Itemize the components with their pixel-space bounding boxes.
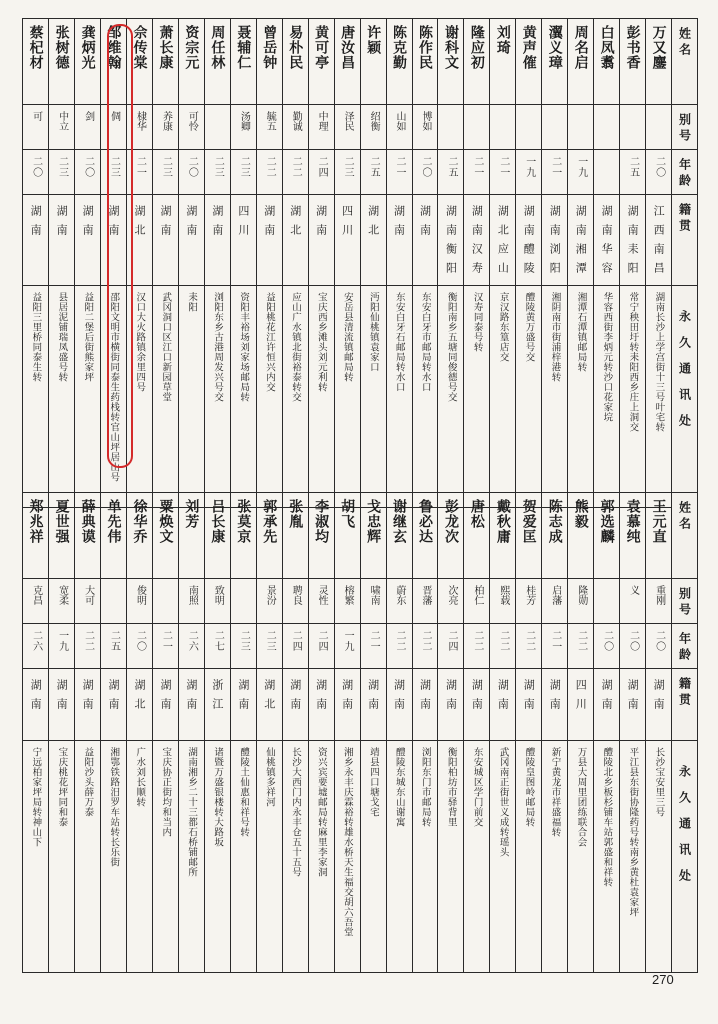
cell-origin: 湖南: [360, 669, 386, 741]
cell-address: 常宁秧田圩转耒阳西乡庄上洞交: [620, 286, 646, 508]
cell-name: 唐汝昌: [334, 19, 360, 105]
cell-age: 一九: [49, 624, 75, 669]
cell-name: 佘传棠: [127, 19, 153, 105]
cell-address: 浏阳东门市邮局转: [412, 741, 438, 973]
cell-alias: 可怜: [178, 105, 204, 150]
cell-origin: 湖南: [75, 669, 101, 741]
cell-origin: 湖南: [516, 669, 542, 741]
cell-name: 蔡杞材: [23, 19, 49, 105]
cell-origin: 湖南: [23, 195, 49, 286]
cell-address: 仙桃镇多祥河: [256, 741, 282, 973]
cell-name: 夏世强: [49, 493, 75, 579]
cell-origin: 湖南: [646, 669, 672, 741]
cell-alias: [464, 105, 490, 150]
cell-address: 长沙宝安里三号: [646, 741, 672, 973]
cell-alias: [594, 579, 620, 624]
cell-name: 隆应初: [464, 19, 490, 105]
cell-alias: [594, 105, 620, 150]
cell-origin: 湖北: [127, 669, 153, 741]
cell-alias: [204, 105, 230, 150]
row-origin: [23, 195, 698, 286]
cell-address: 京汉路东篁店交: [490, 286, 516, 508]
cell-age: 二〇: [412, 150, 438, 195]
cell-origin: 湖南: [178, 195, 204, 286]
row-age: [23, 624, 698, 669]
cell-age: 二六: [178, 624, 204, 669]
cell-origin: 湖南: [594, 669, 620, 741]
cell-origin: 湖南汉寿: [464, 195, 490, 286]
cell-age: 二二: [386, 624, 412, 669]
cell-origin: 湖南: [152, 669, 178, 741]
cell-age: 二二: [256, 150, 282, 195]
cell-age: 二二: [412, 624, 438, 669]
cell-origin: 四川: [230, 195, 256, 286]
cell-name: 袁慕纯: [620, 493, 646, 579]
cell-address: 长沙大西门内永丰仓五十五号: [282, 741, 308, 973]
cell-alias: 汤卿: [230, 105, 256, 150]
cell-name: 郭选麟: [594, 493, 620, 579]
cell-age: 一九: [516, 150, 542, 195]
cell-address: 东安白牙石邮局转水口: [386, 286, 412, 508]
cell-name: 瀷义璋: [542, 19, 568, 105]
cell-age: 二三: [152, 150, 178, 195]
cell-address: 衡阳柏坊市驿背里: [438, 741, 464, 973]
cell-address: 湖南长沙上学宫街十三号叶宅转: [646, 286, 672, 508]
cell-address: 湘乡永丰庆霖裕转雄水桥天生福交胡六吾堂: [334, 741, 360, 973]
cell-origin: 湖南: [308, 195, 334, 286]
cell-origin: 湖南醴陵: [516, 195, 542, 286]
cell-origin: 湖南: [75, 195, 101, 286]
cell-address: 浏阳东乡古港周发兴号交: [204, 286, 230, 508]
row-alias: [23, 105, 698, 150]
cell-name: 曾岳钟: [256, 19, 282, 105]
cell-address: 醴陵皇图岭邮局转: [516, 741, 542, 973]
cell-origin: 湖南: [386, 669, 412, 741]
cell-age: 二三: [49, 150, 75, 195]
cell-origin: 湖北: [256, 669, 282, 741]
cell-alias: 榕繁: [334, 579, 360, 624]
page-number: 270: [652, 972, 674, 987]
header-name: 姓名: [672, 493, 698, 579]
cell-alias: 勤诚: [282, 105, 308, 150]
cell-origin: 湖南: [230, 669, 256, 741]
cell-alias: 大可: [75, 579, 101, 624]
row-alias: [23, 579, 698, 624]
cell-origin: 湖南华容: [594, 195, 620, 286]
cell-name: 白凤翥: [594, 19, 620, 105]
cell-name: 邹维翰: [101, 19, 127, 105]
cell-age: 一九: [568, 150, 594, 195]
cell-address: 武冈洞口区江口新园草堂: [152, 286, 178, 508]
cell-name: 许颖: [360, 19, 386, 105]
cell-name: 刘芳: [178, 493, 204, 579]
cell-origin: 江西南昌: [646, 195, 672, 286]
cell-age: 二五: [438, 150, 464, 195]
header-address: 永久通讯处: [672, 286, 698, 508]
cell-name: 粟焕文: [152, 493, 178, 579]
cell-name: 张莫京: [230, 493, 256, 579]
cell-address: 醴陵土仙惠和祥号转: [230, 741, 256, 973]
cell-origin: 湖北: [127, 195, 153, 286]
row-address: [23, 741, 698, 973]
cell-name: 周名启: [568, 19, 594, 105]
cell-origin: 湖南: [23, 669, 49, 741]
cell-alias: 桂芳: [516, 579, 542, 624]
cell-address: 邵阳文明市横街同泰生药栈转官山坪居山号: [101, 286, 127, 508]
cell-alias: [542, 105, 568, 150]
cell-age: 二四: [308, 624, 334, 669]
roster-table-top: [22, 18, 698, 508]
cell-address: 广水刘长顺转: [127, 741, 153, 973]
cell-alias: 倜: [101, 105, 127, 150]
cell-age: 二一: [386, 150, 412, 195]
cell-age: 二二: [282, 150, 308, 195]
cell-name: 戈忠辉: [360, 493, 386, 579]
cell-age: 二二: [516, 624, 542, 669]
cell-name: 郭承先: [256, 493, 282, 579]
cell-age: 二二: [490, 624, 516, 669]
cell-alias: 启藩: [542, 579, 568, 624]
cell-alias: 南照: [178, 579, 204, 624]
cell-name: 单先伟: [101, 493, 127, 579]
cell-alias: 山如: [386, 105, 412, 150]
cell-origin: 湖南耒阳: [620, 195, 646, 286]
cell-origin: 湖北: [360, 195, 386, 286]
cell-name: 聂辅仁: [230, 19, 256, 105]
cell-name: 鲁必达: [412, 493, 438, 579]
cell-name: 唐松: [464, 493, 490, 579]
row-address: [23, 286, 698, 508]
cell-age: 二五: [360, 150, 386, 195]
header-address: 永久通讯处: [672, 741, 698, 973]
cell-origin: 湖南: [412, 669, 438, 741]
cell-address: 资阳丰裕场刘家场邮局转: [230, 286, 256, 508]
cell-address: 诸暨万盛银楼转大路坂: [204, 741, 230, 973]
cell-age: 二三: [101, 150, 127, 195]
cell-alias: 俊明: [127, 579, 153, 624]
cell-alias: 熙载: [490, 579, 516, 624]
header-origin: 籍贯: [672, 195, 698, 286]
cell-name: 戴秋庸: [490, 493, 516, 579]
cell-origin: 湖南: [438, 669, 464, 741]
cell-origin: 湖北应山: [490, 195, 516, 286]
cell-age: 二三: [230, 150, 256, 195]
cell-age: 二〇: [75, 150, 101, 195]
cell-age: 二五: [101, 624, 127, 669]
cell-name: 吕长康: [204, 493, 230, 579]
cell-age: 二四: [308, 150, 334, 195]
cell-name: 薛典谟: [75, 493, 101, 579]
cell-age: 二一: [542, 150, 568, 195]
cell-address: 湘阴南市街浦梓港转: [542, 286, 568, 508]
cell-age: 二一: [127, 150, 153, 195]
cell-age: 二〇: [178, 150, 204, 195]
cell-origin: 湖南: [49, 195, 75, 286]
cell-origin: 湖南: [282, 669, 308, 741]
header-alias: 别号: [672, 579, 698, 624]
cell-age: 二一: [490, 150, 516, 195]
cell-origin: 湖南: [49, 669, 75, 741]
cell-name: 谢科文: [438, 19, 464, 105]
cell-address: 平江县东街协隆药号转南乡黄杜袁家坪: [620, 741, 646, 973]
cell-age: 二五: [620, 150, 646, 195]
cell-name: 郑兆祥: [23, 493, 49, 579]
cell-alias: [490, 105, 516, 150]
cell-origin: 湖南: [101, 195, 127, 286]
cell-alias: 蔚东: [386, 579, 412, 624]
cell-address: 益阳二堡后街熊家坪: [75, 286, 101, 508]
cell-age: 二一: [542, 624, 568, 669]
row-name: [23, 493, 698, 579]
cell-alias: [568, 105, 594, 150]
cell-alias: 可: [23, 105, 49, 150]
cell-alias: [152, 579, 178, 624]
cell-alias: 重刚: [646, 579, 672, 624]
cell-alias: 柏仁: [464, 579, 490, 624]
cell-origin: 湖南: [152, 195, 178, 286]
cell-address: 耒阳: [178, 286, 204, 508]
row-name: [23, 19, 698, 105]
cell-age: 二四: [438, 624, 464, 669]
cell-alias: 啸南: [360, 579, 386, 624]
cell-age: 二二: [464, 624, 490, 669]
cell-name: 熊毅: [568, 493, 594, 579]
cell-alias: 剑: [75, 105, 101, 150]
cell-origin: 湖南: [256, 195, 282, 286]
cell-address: 资兴宾要墟邮局转麻里李家洞: [308, 741, 334, 973]
cell-alias: 隆勋: [568, 579, 594, 624]
cell-age: 一九: [334, 624, 360, 669]
cell-address: 宁远柏家坪局转神山下: [23, 741, 49, 973]
cell-alias: 灵性: [308, 579, 334, 624]
cell-address: 汉寿同泰号转: [464, 286, 490, 508]
cell-name: 王元直: [646, 493, 672, 579]
cell-address: 安岳县清流镇邮局转: [334, 286, 360, 508]
cell-origin: 湖南: [490, 669, 516, 741]
cell-age: 二〇: [646, 150, 672, 195]
cell-address: 醴陵黄万盛号交: [516, 286, 542, 508]
cell-age: 二一: [360, 624, 386, 669]
cell-alias: [646, 105, 672, 150]
cell-address: 汉口大火路镇余里四号: [127, 286, 153, 508]
cell-address: 益阳沙头薛万泰: [75, 741, 101, 973]
cell-age: 二〇: [620, 624, 646, 669]
cell-address: 醴陵北乡板杉铺车站郭盛和祥转: [594, 741, 620, 973]
cell-address: 沔阳仙桃镇袁家口: [360, 286, 386, 508]
cell-name: 彭书香: [620, 19, 646, 105]
cell-name: 万又鏖: [646, 19, 672, 105]
cell-alias: [101, 579, 127, 624]
cell-address: 湘鄂铁路汨罗车站转长乐街: [101, 741, 127, 973]
cell-origin: 湖南: [178, 669, 204, 741]
cell-origin: 湖南: [620, 669, 646, 741]
cell-alias: [230, 579, 256, 624]
cell-origin: 湖南: [412, 195, 438, 286]
cell-origin: 浙江: [204, 669, 230, 741]
cell-address: 应山广水镇北街裕泰转交: [282, 286, 308, 508]
cell-origin: 湖南: [334, 669, 360, 741]
cell-alias: 棣华: [127, 105, 153, 150]
cell-address: 新宁黄龙市祥盛福转: [542, 741, 568, 973]
cell-age: 二七: [204, 624, 230, 669]
cell-name: 资宗元: [178, 19, 204, 105]
cell-age: [594, 150, 620, 195]
cell-name: 易朴民: [282, 19, 308, 105]
cell-name: 张树德: [49, 19, 75, 105]
header-age: 年龄: [672, 150, 698, 195]
cell-age: 二二: [568, 624, 594, 669]
cell-address: 益阳三里桥同泰生转: [23, 286, 49, 508]
cell-name: 黄声傕: [516, 19, 542, 105]
cell-alias: 致明: [204, 579, 230, 624]
cell-name: 李淑均: [308, 493, 334, 579]
header-name: 姓名: [672, 19, 698, 105]
cell-name: 谢继玄: [386, 493, 412, 579]
cell-name: 陈克勤: [386, 19, 412, 105]
cell-age: 二三: [256, 624, 282, 669]
cell-alias: 晋藩: [412, 579, 438, 624]
cell-name: 萧长康: [152, 19, 178, 105]
cell-address: 宝庆桃花坪同和泰: [49, 741, 75, 973]
cell-address: 醴陵东城东山谢寓: [386, 741, 412, 973]
cell-alias: 毓五: [256, 105, 282, 150]
cell-alias: 绍衡: [360, 105, 386, 150]
cell-age: 二三: [204, 150, 230, 195]
cell-origin: 湖南衡阳: [438, 195, 464, 286]
cell-alias: 养康: [152, 105, 178, 150]
cell-alias: 宽柔: [49, 579, 75, 624]
roster-table-bottom: [22, 492, 698, 973]
cell-origin: 四川: [334, 195, 360, 286]
cell-address: 湘潭石潭镇邮局转: [568, 286, 594, 508]
cell-age: 二〇: [127, 624, 153, 669]
cell-address: 宝庆西乡滩头刘元利转: [308, 286, 334, 508]
cell-origin: 湖南: [204, 195, 230, 286]
header-origin: 籍贯: [672, 669, 698, 741]
cell-address: 靖县四口塘戈宅: [360, 741, 386, 973]
cell-alias: [620, 105, 646, 150]
cell-origin: 湖南湘潭: [568, 195, 594, 286]
cell-name: 胡飞: [334, 493, 360, 579]
cell-name: 陈作民: [412, 19, 438, 105]
cell-name: 张胤: [282, 493, 308, 579]
cell-name: 彭龙次: [438, 493, 464, 579]
cell-name: 徐华乔: [127, 493, 153, 579]
row-age: [23, 150, 698, 195]
cell-alias: 克昌: [23, 579, 49, 624]
cell-origin: 湖南: [386, 195, 412, 286]
cell-address: 华容西街李炳元转沙口花家垸: [594, 286, 620, 508]
cell-address: 东安白牙市邮局转水口: [412, 286, 438, 508]
cell-origin: 湖南: [101, 669, 127, 741]
cell-address: 东安城区学门前交: [464, 741, 490, 973]
cell-age: 二〇: [646, 624, 672, 669]
cell-alias: 聘良: [282, 579, 308, 624]
cell-origin: 湖南: [542, 669, 568, 741]
header-alias: 别号: [672, 105, 698, 150]
cell-alias: 义: [620, 579, 646, 624]
cell-alias: 中理: [308, 105, 334, 150]
cell-name: 刘琦: [490, 19, 516, 105]
cell-address: 武冈南正街世义成转瑶头: [490, 741, 516, 973]
row-origin: [23, 669, 698, 741]
cell-origin: 四川: [568, 669, 594, 741]
cell-name: 贺爱匡: [516, 493, 542, 579]
cell-age: 二一: [464, 150, 490, 195]
cell-origin: 湖南: [464, 669, 490, 741]
cell-alias: 泽民: [334, 105, 360, 150]
cell-address: 万县大周里团练联合会: [568, 741, 594, 973]
cell-alias: 景汾: [256, 579, 282, 624]
cell-alias: 次亮: [438, 579, 464, 624]
cell-age: 二〇: [23, 150, 49, 195]
cell-age: 二六: [23, 624, 49, 669]
cell-name: 周任林: [204, 19, 230, 105]
cell-address: 湖南湘乡二十三都石桥铺邮所: [178, 741, 204, 973]
cell-name: 陈志成: [542, 493, 568, 579]
cell-age: 二三: [334, 150, 360, 195]
cell-alias: 博如: [412, 105, 438, 150]
cell-age: 二二: [75, 624, 101, 669]
cell-age: 二四: [282, 624, 308, 669]
cell-address: 县居泥铺瑞凤盛号转: [49, 286, 75, 508]
cell-address: 衡阳南乡五塘同俊德号交: [438, 286, 464, 508]
cell-origin: 湖南浏阳: [542, 195, 568, 286]
cell-address: 宝庆协正街均和当内: [152, 741, 178, 973]
cell-age: 二一: [152, 624, 178, 669]
cell-alias: [438, 105, 464, 150]
cell-origin: 湖北: [282, 195, 308, 286]
cell-age: 二〇: [594, 624, 620, 669]
cell-address: 益阳桃花江许恒兴内交: [256, 286, 282, 508]
cell-alias: [516, 105, 542, 150]
cell-name: 黄可亭: [308, 19, 334, 105]
cell-age: 二三: [230, 624, 256, 669]
cell-origin: 湖南: [308, 669, 334, 741]
cell-name: 龚炳光: [75, 19, 101, 105]
cell-alias: 中立: [49, 105, 75, 150]
header-age: 年龄: [672, 624, 698, 669]
